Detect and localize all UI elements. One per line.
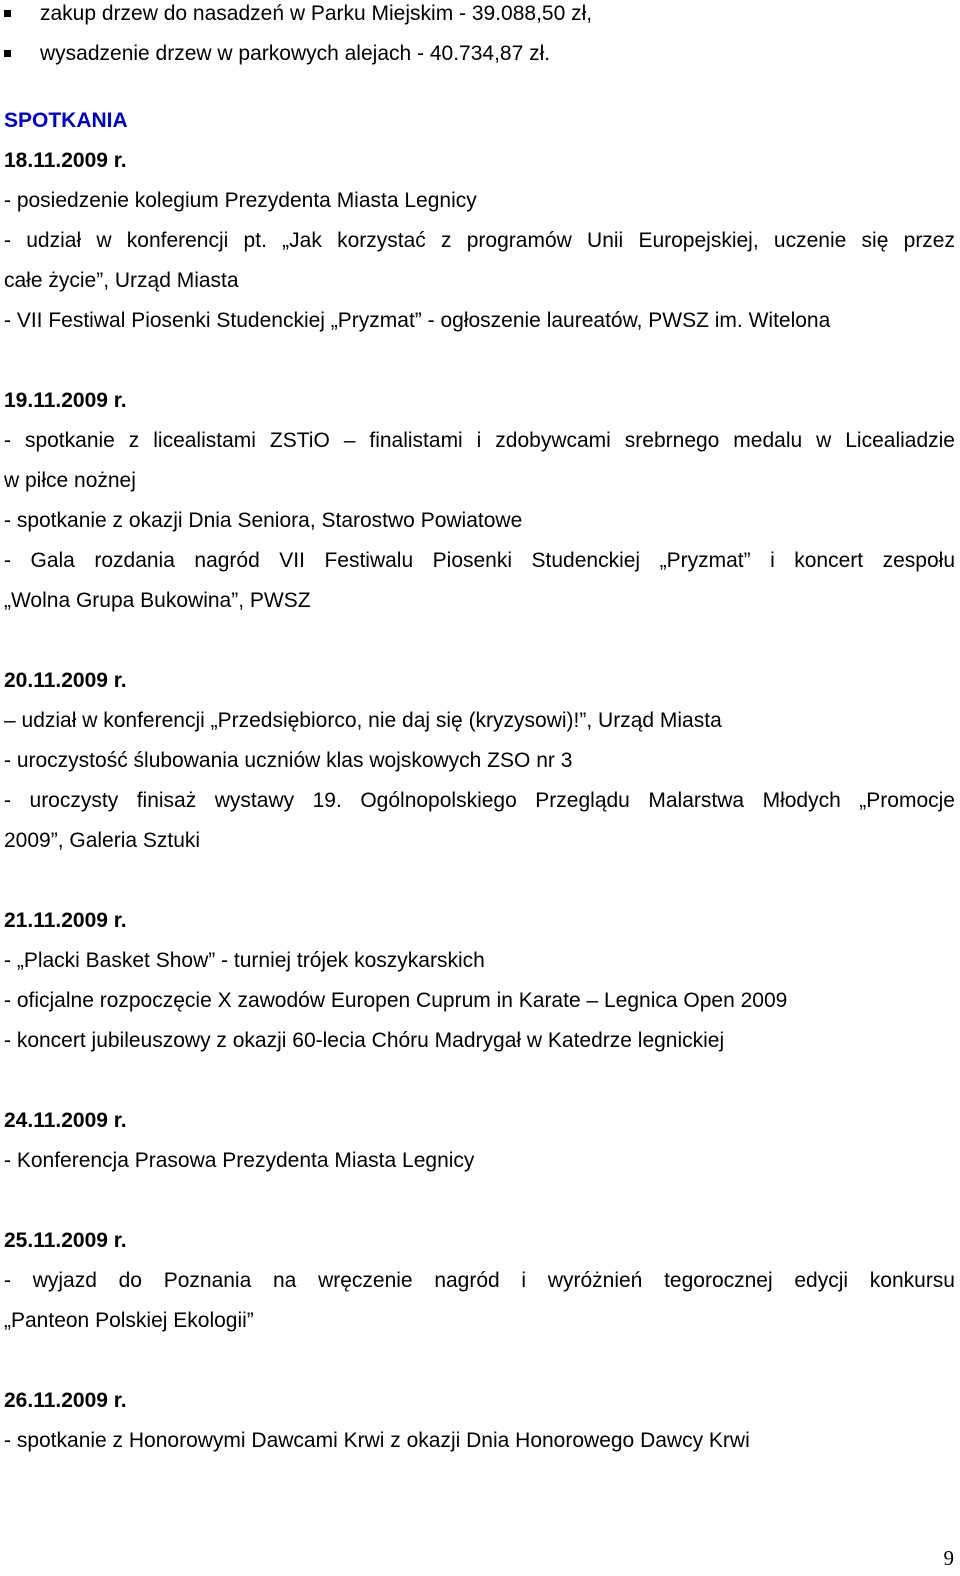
event-line: - wyjazd do Poznania na wręczenie nagród i wyróżnień tegorocznej edycji konkursu [4, 1269, 955, 1292]
day-date: 21.11.2009 r. [4, 909, 127, 932]
event-line: - oficjalne rozpoczęcie X zawodów Europen Cuprum in Karate – Legnica Open 2009 [4, 989, 788, 1012]
bullet-item [4, 40, 954, 80]
event-line: - uroczysty finisaż wystawy 19. Ogólnopolskiego Przeglądu Malarstwa Młodych „Promocje [4, 789, 955, 812]
day-date: 19.11.2009 r. [4, 389, 127, 412]
event-line: „Wolna Grupa Bukowina”, PWSZ [4, 589, 311, 612]
page-number: 9 [943, 1546, 954, 1570]
event-line: - Konferencja Prasowa Prezydenta Miasta Legnicy [4, 1149, 475, 1172]
day-date: 24.11.2009 r. [4, 1109, 127, 1132]
bullet-text: zakup drzew do nasadzeń w Parku Miejskim - 39.088,50 zł, [40, 2, 593, 25]
day-date: 25.11.2009 r. [4, 1229, 127, 1252]
spacer [4, 1061, 955, 1101]
event-line: - „Placki Basket Show” - turniej trójek koszykarskich [4, 949, 485, 972]
event-line: - VII Festiwal Piosenki Studenckiej „Pryzmat” - ogłoszenie laureatów, PWSZ im. Witelona [4, 309, 831, 332]
day-date: 20.11.2009 r. [4, 669, 127, 692]
spacer [4, 341, 955, 381]
event-line: - posiedzenie kolegium Prezydenta Miasta Legnicy [4, 189, 477, 212]
event-line: - udział w konferencji pt. „Jak korzystać z programów Unii Europejskiej, uczenie się przez [4, 229, 955, 252]
section-title: SPOTKANIA [4, 109, 128, 132]
event-line: - uroczystość ślubowania uczniów klas wojskowych ZSO nr 3 [4, 749, 573, 772]
event-line: 2009”, Galeria Sztuki [4, 829, 201, 852]
spacer [4, 1341, 955, 1381]
spacer [4, 1181, 955, 1221]
square-bullet-icon [4, 50, 11, 57]
spacer [4, 861, 955, 901]
event-line: - spotkanie z okazji Dnia Seniora, Starostwo Powiatowe [4, 509, 523, 532]
event-line: - koncert jubileuszowy z okazji 60-lecia Chóru Madrygał w Katedrze legnickiej [4, 1029, 725, 1052]
square-bullet-icon [4, 10, 11, 17]
event-line: - spotkanie z licealistami ZSTiO – finalistami i zdobywcami srebrnego medalu w Licealiadzie [4, 429, 955, 452]
event-line: - Gala rozdania nagród VII Festiwalu Piosenki Studenckiej „Pryzmat” i koncert zespołu [4, 549, 955, 572]
event-line: - spotkanie z Honorowymi Dawcami Krwi z okazji Dnia Honorowego Dawcy Krwi [4, 1429, 750, 1452]
event-line: w piłce nożnej [4, 469, 136, 492]
event-line: „Panteon Polskiej Ekologii” [4, 1309, 254, 1332]
day-date: 18.11.2009 r. [4, 149, 127, 172]
day-date: 26.11.2009 r. [4, 1389, 127, 1412]
bullet-text: wysadzenie drzew w parkowych alejach - 40.734,87 zł. [40, 42, 551, 65]
spacer [4, 621, 955, 661]
meetings-section [4, 101, 955, 1461]
bullet-list [4, 0, 954, 80]
bullet-item [4, 0, 954, 40]
event-line: całe życie”, Urząd Miasta [4, 269, 239, 292]
event-line: – udział w konferencji „Przedsiębiorco, nie daj się (kryzysowi)!”, Urząd Miasta [4, 709, 722, 732]
